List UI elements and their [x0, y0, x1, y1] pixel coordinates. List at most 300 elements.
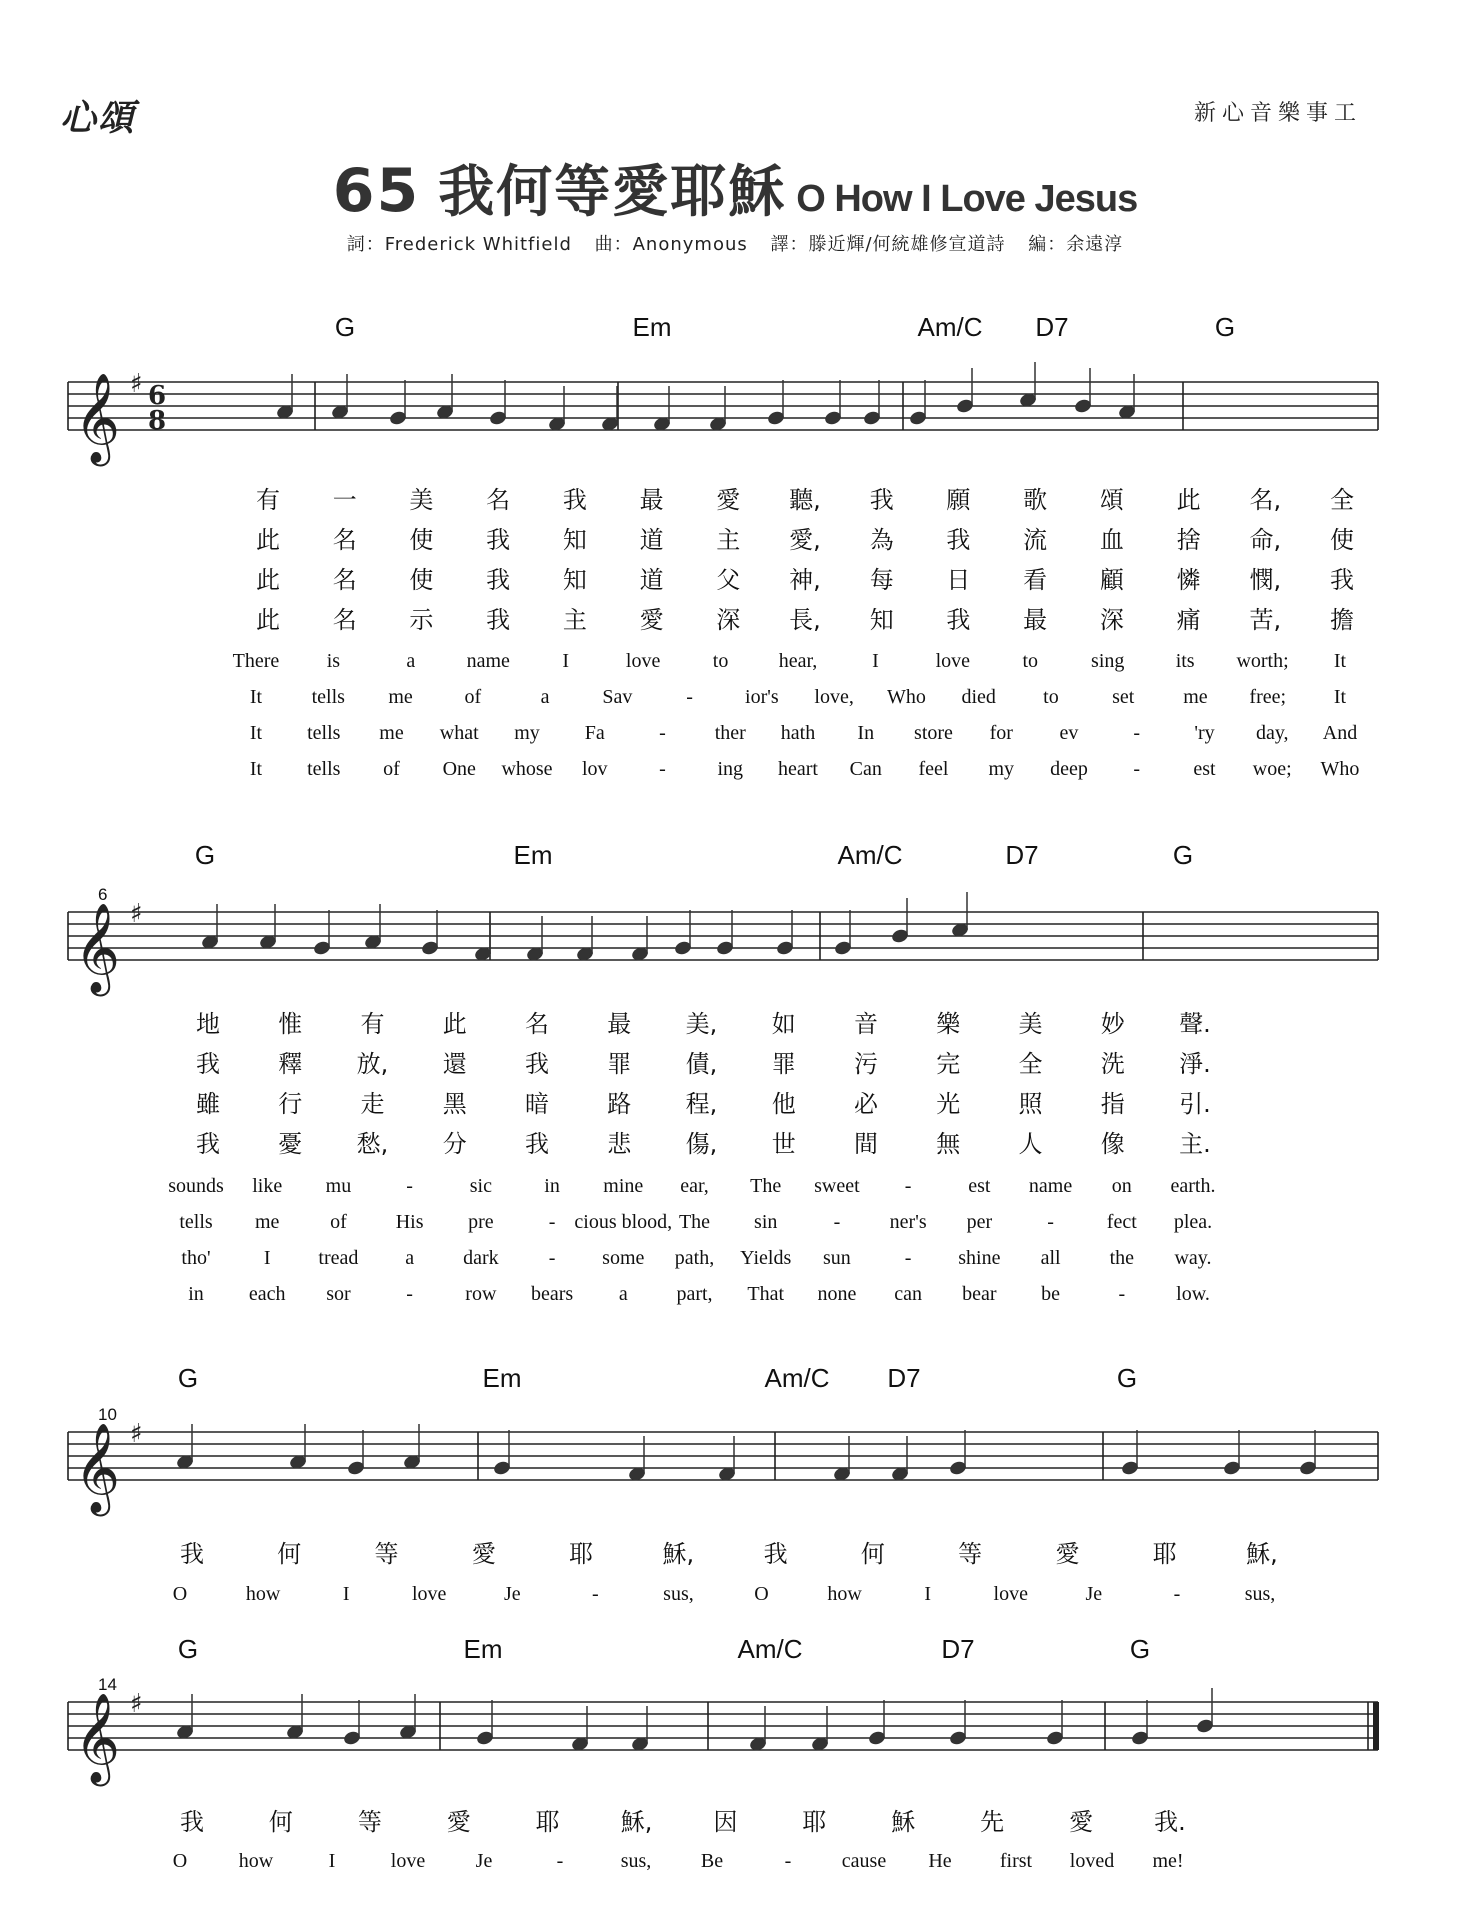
lyric-chinese: 無 — [936, 1130, 961, 1158]
lyric-english: row — [465, 1283, 497, 1305]
lyric-chinese: 名 — [332, 606, 357, 634]
lyric-english: plea. — [1173, 1211, 1213, 1233]
lyric-english: worth; — [1236, 650, 1289, 672]
time-signature-top: 6 — [148, 381, 167, 411]
lyric-chinese: 痛 — [1176, 606, 1201, 634]
lyric-english: set — [1112, 686, 1135, 708]
lyric-english: me — [379, 722, 404, 744]
composer-credit: 曲：Anonymous — [594, 234, 748, 255]
lyric-english: That — [747, 1283, 785, 1305]
lyric-chinese: 還 — [442, 1050, 467, 1078]
chord-symbol: D7 — [887, 1363, 921, 1393]
publisher-name: 新心音樂事工 — [1193, 101, 1362, 126]
lyric-english: Je — [1085, 1583, 1103, 1605]
lyric-chinese: 我 — [763, 1540, 788, 1568]
lyric-english: love — [935, 650, 971, 672]
lyric-english: how — [238, 1850, 274, 1872]
lyric-english: died — [961, 686, 996, 708]
lyric-english: feel — [918, 758, 949, 780]
lyric-english: - — [556, 1850, 564, 1872]
lyric-chinese: 耶 — [535, 1808, 560, 1836]
lyric-english: tread — [318, 1247, 359, 1269]
lyric-english: name — [1028, 1175, 1073, 1197]
lyric-english: hath — [780, 722, 816, 744]
lyric-english: lov — [581, 758, 608, 780]
lyric-chinese: 長, — [789, 606, 821, 634]
lyric-english: ev — [1059, 722, 1079, 744]
lyric-chinese: 我. — [1154, 1808, 1186, 1836]
lyric-chinese: 他 — [771, 1090, 796, 1118]
lyric-chinese: 我 — [486, 606, 511, 634]
lyric-english: dark — [463, 1247, 499, 1269]
lyric-chinese: 父 — [716, 566, 741, 594]
lyric-english: of — [464, 686, 482, 708]
lyric-english: to — [712, 650, 729, 672]
music-system — [68, 840, 1378, 1305]
lyric-chinese: 我 — [180, 1808, 204, 1836]
chord-symbol: G — [194, 840, 216, 870]
lyric-english: Who — [1320, 758, 1360, 780]
lyric-english: O — [172, 1850, 188, 1872]
treble-clef-icon: 𝄞 — [74, 373, 121, 463]
lyric-english: est — [968, 1175, 991, 1197]
lyric-english: One — [442, 758, 476, 780]
lyric-chinese: 名 — [332, 526, 357, 554]
chord-symbol: Am/C — [917, 312, 983, 342]
lyric-chinese: 美 — [1018, 1010, 1043, 1038]
lyric-english: It — [249, 686, 263, 708]
chord-symbol: G — [1214, 312, 1236, 342]
key-signature-sharp-icon: ♯ — [130, 369, 143, 399]
lyric-chinese: 苦, — [1249, 606, 1282, 634]
lyric-chinese: 間 — [854, 1130, 878, 1158]
lyric-english: my — [514, 722, 540, 744]
lyric-english: Sav — [602, 686, 633, 708]
chord-symbol: Em — [482, 1363, 522, 1393]
lyric-chinese: 債, — [685, 1050, 718, 1078]
lyric-english: fect — [1106, 1211, 1137, 1233]
lyric-english: some — [602, 1247, 645, 1269]
lyric-english: love — [625, 650, 661, 672]
lyric-chinese: 看 — [1023, 566, 1048, 594]
lyric-english: per — [966, 1211, 993, 1233]
lyric-english: Je — [475, 1850, 493, 1872]
arranger-credit: 編：余遠淳 — [1028, 234, 1124, 255]
lyric-chinese: 完 — [936, 1050, 961, 1078]
lyric-english: my — [988, 758, 1015, 780]
lyric-english: - — [1133, 758, 1141, 780]
lyric-chinese: 我 — [196, 1130, 220, 1158]
music-system — [68, 312, 1378, 780]
lyric-chinese: 釋 — [278, 1050, 303, 1078]
lyric-english: cious blood, — [574, 1211, 673, 1233]
lyric-english: Can — [849, 758, 882, 780]
lyric-english: earth. — [1170, 1175, 1216, 1197]
lyric-chinese: 罪 — [771, 1050, 796, 1078]
chord-symbol: G — [1172, 840, 1194, 870]
lyric-chinese: 愛 — [716, 486, 741, 514]
translator-credit: 譯：滕近輝/何統雄修宣道詩 — [770, 234, 1006, 255]
lyric-english: love, — [814, 686, 854, 708]
lyric-chinese: 知 — [562, 526, 587, 554]
lyric-english: ing — [717, 758, 744, 780]
lyric-english: Yields — [740, 1247, 792, 1269]
lyric-chinese: 願 — [946, 486, 971, 514]
lyric-chinese: 使 — [409, 566, 434, 594]
lyric-chinese: 我 — [196, 1050, 220, 1078]
lyric-chinese: 惟 — [278, 1010, 303, 1038]
lyric-english: for — [989, 722, 1013, 744]
lyric-english: way. — [1174, 1247, 1212, 1269]
lyric-english: hear, — [778, 650, 818, 672]
lyric-english: Je — [503, 1583, 521, 1605]
lyric-english: first — [999, 1850, 1033, 1872]
lyric-chinese: 最 — [1023, 606, 1048, 634]
lyric-chinese: 擔 — [1330, 606, 1354, 634]
lyric-chinese: 像 — [1100, 1130, 1125, 1158]
lyric-chinese: 如 — [771, 1010, 796, 1038]
lyric-chinese: 全 — [1018, 1050, 1043, 1078]
lyric-chinese: 照 — [1018, 1090, 1043, 1118]
lyric-english: tells — [311, 686, 345, 708]
lyric-english: tells — [307, 722, 341, 744]
lyric-chinese: 悲 — [607, 1130, 632, 1158]
lyric-chinese: 名 — [332, 566, 357, 594]
lyric-english: sun — [823, 1247, 851, 1269]
lyric-english: And — [1322, 722, 1358, 744]
lyric-english: - — [833, 1211, 841, 1233]
lyric-english: name — [466, 650, 510, 672]
logo: 心頌 — [60, 98, 137, 139]
lyric-english: - — [784, 1850, 792, 1872]
lyric-english: me — [388, 686, 413, 708]
lyric-chinese: 樂 — [936, 1010, 961, 1038]
lyric-english: - — [548, 1211, 556, 1233]
lyric-english: - — [659, 722, 666, 744]
lyric-english: shine — [958, 1247, 1001, 1269]
chord-symbol: Am/C — [837, 840, 903, 870]
chord-symbol: Am/C — [737, 1634, 803, 1664]
lyric-english: It — [249, 758, 263, 780]
lyric-english: its — [1175, 650, 1195, 672]
lyric-english: cause — [841, 1850, 887, 1872]
lyric-chinese: 主. — [1179, 1130, 1211, 1158]
lyric-english: bear — [962, 1283, 997, 1305]
lyric-chinese: 捨 — [1176, 526, 1201, 554]
lyric-english: - — [1173, 1583, 1181, 1605]
lyric-chinese: 穌, — [620, 1808, 653, 1836]
lyric-chinese: 分 — [442, 1130, 467, 1158]
chord-symbol: G — [1129, 1634, 1151, 1664]
lyric-chinese: 走 — [360, 1090, 385, 1118]
chord-symbol: Am/C — [764, 1363, 830, 1393]
lyric-english: - — [548, 1247, 556, 1269]
lyric-chinese: 我 — [525, 1130, 549, 1158]
lyric-english: I — [342, 1583, 350, 1605]
hymn-number: 65 — [332, 156, 421, 226]
lyric-chinese: 世 — [771, 1130, 796, 1158]
lyric-english: It — [249, 722, 263, 744]
lyric-chinese: 淨. — [1179, 1050, 1211, 1078]
lyric-chinese: 日 — [946, 566, 971, 594]
lyric-english: can — [894, 1283, 923, 1305]
lyric-english: day, — [1255, 722, 1289, 744]
lyric-english: Be — [700, 1850, 724, 1872]
lyric-english: none — [817, 1283, 857, 1305]
lyric-chinese: 愛, — [789, 526, 821, 554]
chord-symbol: G — [1116, 1363, 1138, 1393]
lyric-chinese: 一 — [332, 486, 357, 514]
lyric-english: all — [1040, 1247, 1061, 1269]
lyric-english: - — [406, 1175, 413, 1197]
lyric-chinese: 愛 — [446, 1808, 471, 1836]
lyric-english: sus, — [1244, 1583, 1276, 1605]
key-signature-sharp-icon: ♯ — [130, 1689, 143, 1719]
lyric-english: path, — [674, 1247, 715, 1269]
lyric-chinese: 愛 — [1069, 1808, 1094, 1836]
lyric-chinese: 此 — [256, 606, 280, 634]
lyric-chinese: 暗 — [525, 1090, 549, 1118]
lyric-chinese: 人 — [1018, 1130, 1043, 1158]
lyric-chinese: 我 — [525, 1050, 549, 1078]
lyric-english: est — [1193, 758, 1216, 780]
lyric-chinese: 每 — [869, 566, 894, 594]
lyric-chinese: 名 — [525, 1010, 549, 1038]
lyric-english: The — [750, 1175, 782, 1197]
lyric-chinese: 有 — [360, 1010, 385, 1038]
lyric-chinese: 等 — [958, 1540, 983, 1568]
lyric-chinese: 最 — [639, 486, 664, 514]
lyric-chinese: 主 — [716, 526, 741, 554]
lyric-chinese: 憐 — [1176, 566, 1201, 594]
lyric-chinese: 何 — [277, 1540, 302, 1568]
lyric-chinese: 耶 — [569, 1540, 594, 1568]
lyric-chinese: 流 — [1023, 526, 1048, 554]
lyric-english: low. — [1176, 1283, 1210, 1305]
lyric-english: I — [328, 1850, 336, 1872]
lyric-chinese: 我 — [562, 486, 587, 514]
lyric-chinese: 污 — [854, 1050, 878, 1078]
lyric-chinese: 行 — [278, 1090, 303, 1118]
lyric-chinese: 愁, — [356, 1130, 389, 1158]
lyric-chinese: 此 — [256, 526, 280, 554]
lyric-english: love — [993, 1583, 1028, 1605]
lyric-english: a — [405, 1247, 415, 1269]
lyric-chinese: 顧 — [1099, 566, 1124, 594]
lyric-chinese: 何 — [860, 1540, 885, 1568]
lyric-chinese: 光 — [936, 1090, 961, 1118]
lyric-english: love — [412, 1583, 447, 1605]
lyric-chinese: 我 — [946, 526, 971, 554]
lyric-chinese: 音 — [854, 1010, 878, 1038]
lyric-chinese: 主 — [562, 606, 587, 634]
lyric-chinese: 妙 — [1100, 1010, 1125, 1038]
lyric-chinese: 何 — [268, 1808, 293, 1836]
lyric-english: - — [659, 758, 666, 780]
lyric-chinese: 我 — [486, 566, 511, 594]
lyric-chinese: 愛 — [639, 606, 664, 634]
lyric-english: I — [872, 650, 879, 672]
lyric-chinese: 地 — [196, 1010, 220, 1038]
title-english: O How I Love Jesus — [796, 178, 1138, 220]
lyric-english: a — [618, 1283, 628, 1305]
lyric-english: ear, — [680, 1175, 709, 1197]
lyric-english: mine — [603, 1175, 644, 1197]
lyric-chinese: 程, — [685, 1090, 718, 1118]
lyric-english: woe; — [1252, 758, 1292, 780]
lyric-english: ior's — [745, 686, 779, 708]
lyric-chinese: 道 — [639, 526, 664, 554]
lyric-english: - — [686, 686, 693, 708]
lyric-chinese: 放, — [356, 1050, 389, 1078]
lyric-chinese: 頌 — [1099, 486, 1124, 514]
lyric-chinese: 名 — [486, 486, 511, 514]
measure-number: 14 — [98, 1675, 117, 1694]
lyric-english: O — [172, 1583, 188, 1605]
lyric-chinese: 耶 — [802, 1808, 827, 1836]
chord-symbol: G — [177, 1634, 199, 1664]
lyric-english: Fa — [584, 722, 605, 744]
lyric-chinese: 洗 — [1100, 1050, 1125, 1078]
lyric-english: store — [914, 722, 953, 744]
lyric-english: to — [1043, 686, 1059, 708]
measure-number: 10 — [98, 1405, 117, 1424]
lyric-english: on — [1111, 1175, 1132, 1197]
lyric-english: - — [1133, 722, 1141, 744]
lyric-chinese: 此 — [442, 1010, 467, 1038]
lyric-english: pre — [468, 1211, 494, 1233]
lyric-english: mu — [325, 1175, 352, 1197]
lyric-english: a — [406, 650, 416, 672]
lyric-chinese: 等 — [357, 1808, 382, 1836]
lyric-english: in — [188, 1283, 204, 1305]
lyric-english: sounds — [168, 1175, 224, 1197]
lyric-chinese: 使 — [1330, 526, 1354, 554]
treble-clef-icon: 𝄞 — [74, 903, 121, 993]
lyric-chinese: 穌, — [1246, 1540, 1278, 1568]
lyric-english: me — [254, 1211, 280, 1233]
lyric-english: sin — [754, 1211, 778, 1233]
lyric-english: He — [928, 1850, 952, 1872]
lyric-english: of — [330, 1211, 347, 1233]
lyric-chinese: 此 — [256, 566, 280, 594]
lyric-chinese: 穌, — [662, 1540, 695, 1568]
lyric-english: whose — [501, 758, 553, 780]
lyric-english: In — [857, 722, 875, 744]
lyric-english: - — [904, 1175, 912, 1197]
lyric-english: sus, — [620, 1850, 652, 1872]
lyric-english: loved — [1069, 1850, 1115, 1872]
lyric-english: tells — [179, 1211, 213, 1233]
lyric-chinese: 我 — [1330, 566, 1354, 594]
lyric-english: what — [439, 722, 479, 744]
lyric-chinese: 引. — [1179, 1090, 1211, 1118]
lyric-english: ner's — [889, 1211, 927, 1233]
lyric-chinese: 美, — [685, 1010, 718, 1038]
lyric-english: ther — [714, 722, 746, 744]
lyric-english: a — [540, 686, 550, 708]
lyric-chinese: 先 — [980, 1808, 1005, 1836]
lyric-chinese: 耶 — [1152, 1540, 1177, 1568]
final-barline — [1373, 1702, 1379, 1750]
lyric-english: in — [544, 1175, 560, 1197]
key-signature-sharp-icon: ♯ — [130, 1419, 143, 1449]
lyric-chinese: 聽, — [789, 486, 821, 514]
lyric-english: the — [1109, 1247, 1135, 1269]
lyric-chinese: 罪 — [607, 1050, 632, 1078]
lyric-chinese: 為 — [869, 526, 894, 554]
lyric-english: love — [390, 1850, 426, 1872]
lyric-english: tho' — [181, 1247, 211, 1269]
lyric-chinese: 有 — [256, 486, 280, 514]
chord-symbol: D7 — [941, 1634, 975, 1664]
lyric-english: like — [252, 1175, 283, 1197]
lyric-english: is — [326, 650, 341, 672]
lyric-chinese: 因 — [713, 1808, 738, 1836]
lyric-chinese: 全 — [1330, 486, 1354, 514]
lyric-chinese: 名, — [1249, 486, 1282, 514]
lyric-chinese: 指 — [1100, 1090, 1125, 1118]
lyric-english: me! — [1152, 1850, 1184, 1872]
chord-symbol: D7 — [1005, 840, 1039, 870]
lyric-chinese: 雖 — [196, 1090, 220, 1118]
lyric-chinese: 命, — [1249, 526, 1282, 554]
treble-clef-icon: 𝄞 — [74, 1423, 121, 1513]
lyric-english: how — [245, 1583, 281, 1605]
lyric-chinese: 歌 — [1023, 486, 1048, 514]
lyric-chinese: 最 — [607, 1010, 632, 1038]
chord-symbol: G — [177, 1363, 199, 1393]
lyric-english: of — [383, 758, 400, 780]
lyric-english: His — [395, 1211, 424, 1233]
music-system — [68, 1363, 1378, 1605]
lyric-english: Who — [886, 686, 926, 708]
measure-number: 6 — [98, 885, 108, 904]
lyric-english: heart — [778, 758, 818, 780]
key-signature-sharp-icon: ♯ — [130, 899, 143, 929]
lyric-english: 'ry — [1194, 722, 1215, 744]
lyric-english: I — [263, 1247, 271, 1269]
lyric-english: There — [232, 650, 280, 672]
lyric-chinese: 知 — [562, 566, 587, 594]
lyric-english: how — [827, 1583, 862, 1605]
lyricist-credit: 詞：Frederick Whitfield — [346, 234, 572, 255]
lyric-chinese: 示 — [409, 606, 434, 634]
lyric-english: The — [678, 1211, 711, 1233]
lyric-english: O — [754, 1583, 769, 1605]
lyric-english: sor — [326, 1283, 351, 1305]
lyric-chinese: 我 — [180, 1540, 204, 1568]
lyric-chinese: 知 — [869, 606, 894, 634]
lyric-english: bears — [530, 1283, 574, 1305]
lyric-english: part, — [676, 1283, 713, 1305]
lyric-chinese: 美 — [409, 486, 434, 514]
lyric-chinese: 路 — [607, 1090, 632, 1118]
lyric-english: It — [1333, 686, 1347, 708]
lyric-chinese: 愛 — [471, 1540, 496, 1568]
lyric-english: - — [904, 1247, 912, 1269]
lyric-english: to — [1022, 650, 1039, 672]
treble-clef-icon: 𝄞 — [74, 1693, 121, 1783]
lyric-english: sus, — [663, 1583, 694, 1605]
lyric-chinese: 必 — [854, 1090, 878, 1118]
lyric-chinese: 深 — [716, 606, 741, 634]
lyric-english: tells — [307, 758, 341, 780]
lyric-chinese: 憫, — [1249, 566, 1282, 594]
chord-symbol: Em — [632, 312, 672, 342]
lyric-chinese: 道 — [639, 566, 664, 594]
lyric-english: - — [1118, 1283, 1126, 1305]
